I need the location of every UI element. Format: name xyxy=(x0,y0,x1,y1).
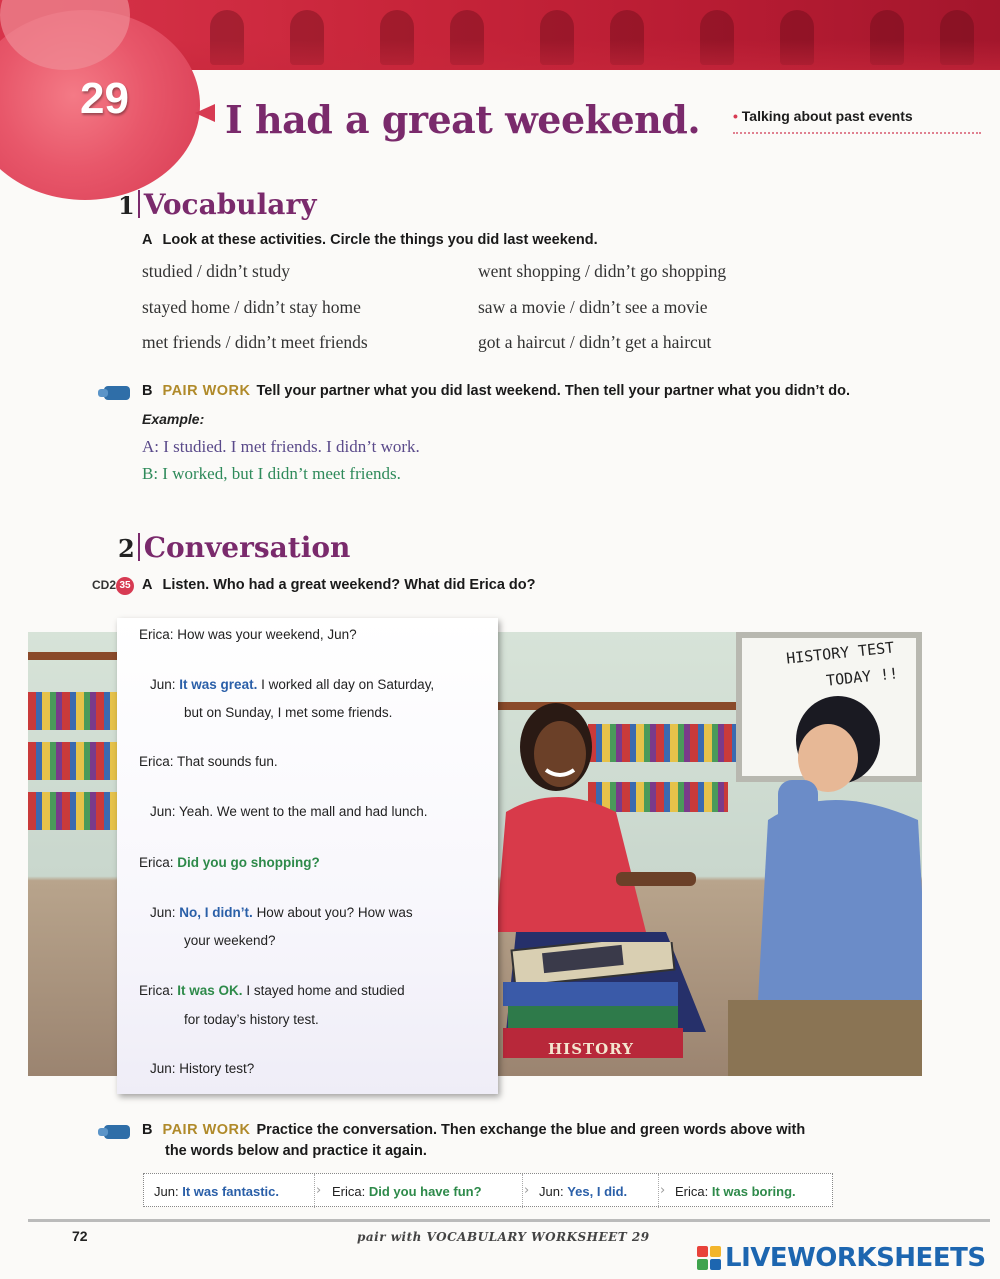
section-title: Vocabulary xyxy=(143,188,317,221)
practice-cell[interactable] xyxy=(539,1184,627,1199)
dialogue-line xyxy=(139,627,357,642)
dialogue-line xyxy=(150,677,434,692)
blue-phrase: Yes, I did. xyxy=(567,1184,628,1199)
blue-phrase: It was great. xyxy=(179,677,258,692)
speaker-label: Erica: xyxy=(139,983,174,998)
liveworksheets-logo[interactable] xyxy=(697,1243,986,1273)
vocab-item[interactable]: went shopping / didn’t go shopping xyxy=(478,261,727,281)
speaker-label: Jun: xyxy=(150,1061,176,1076)
speaker-label: Erica: xyxy=(139,627,174,642)
exercise-letter: B xyxy=(142,383,153,399)
chevron-right-icon: › xyxy=(524,1183,530,1198)
example-label: Example: xyxy=(142,411,205,427)
speaker-label: Erica: xyxy=(139,754,174,769)
shelf xyxy=(28,652,128,660)
section-number: 1 xyxy=(118,191,135,220)
person-silhouette xyxy=(290,10,324,65)
person-silhouette xyxy=(610,10,644,65)
divider xyxy=(658,1174,659,1208)
person-silhouette xyxy=(380,10,414,65)
dialogue-line xyxy=(139,983,405,998)
instruction-text: Practice the conversation. Then exchange the blue and green words above with xyxy=(256,1122,806,1138)
pair-work-label: PAIR WORK xyxy=(162,1122,251,1138)
dialogue-line xyxy=(139,754,278,769)
green-phrase: Did you go shopping? xyxy=(177,855,320,870)
logo-grid-icon xyxy=(697,1246,721,1270)
conversation-panel xyxy=(117,618,498,1094)
green-phrase: It was boring. xyxy=(711,1184,796,1199)
speaker-label: Erica: xyxy=(675,1184,709,1199)
person-silhouette xyxy=(870,10,904,65)
unit-number: 29 xyxy=(80,74,129,123)
pair-work-icon xyxy=(98,384,132,402)
jun-figure xyxy=(728,680,922,1076)
bookshelf xyxy=(28,792,123,830)
bullet-icon: • xyxy=(733,108,742,124)
practice-phrases-box xyxy=(143,1173,833,1207)
divider xyxy=(522,1174,523,1208)
bookshelf xyxy=(28,692,123,730)
vocab-item[interactable]: saw a movie / didn’t see a movie xyxy=(478,297,708,317)
instruction-text-line2: the words below and practice it again. xyxy=(165,1143,427,1159)
footer-divider xyxy=(28,1219,990,1222)
unit-title: I had a great weekend. xyxy=(225,97,701,142)
person-silhouette xyxy=(700,10,734,65)
exercise-letter: A xyxy=(142,232,153,248)
dialogue-text: Yeah. We went to the mall and had lunch. xyxy=(179,804,428,819)
example-line-b: B: I worked, but I didn’t meet friends. xyxy=(142,464,401,483)
dialogue-line xyxy=(150,804,427,819)
dialogue-text: How was your weekend, Jun? xyxy=(177,627,357,642)
pair-work-icon xyxy=(98,1123,132,1141)
heading-bar xyxy=(138,190,140,218)
vocab-item[interactable]: got a haircut / didn’t get a haircut xyxy=(478,332,712,352)
conversation-instruction-b xyxy=(142,1122,805,1138)
title-pointer xyxy=(195,104,215,122)
dialogue-text: How about you? How was xyxy=(256,905,413,920)
instruction-text: Listen. Who had a great weekend? What did Erica do? xyxy=(162,577,536,593)
dialogue-line: your weekend? xyxy=(184,933,276,948)
person-silhouette xyxy=(540,10,574,65)
vocab-instruction-b xyxy=(142,383,850,399)
dialogue-text: I stayed home and studied xyxy=(246,983,405,998)
person-silhouette xyxy=(940,10,974,65)
speaker-label: Jun: xyxy=(150,905,176,920)
vocab-instruction-a xyxy=(142,232,598,248)
worksheet-note: pair with VOCABULARY WORKSHEET 29 xyxy=(357,1230,650,1244)
vocab-item[interactable]: met friends / didn’t meet friends xyxy=(142,332,368,352)
dialogue-line: for today’s history test. xyxy=(184,1012,319,1027)
practice-cell[interactable] xyxy=(154,1184,279,1199)
book-spine-label: HISTORY xyxy=(548,1040,634,1058)
topic-text: Talking about past events xyxy=(741,108,913,124)
blue-phrase: It was fantastic. xyxy=(182,1184,280,1199)
green-phrase: Did you have fun? xyxy=(368,1184,482,1199)
dialogue-text: History test? xyxy=(179,1061,255,1076)
dialogue-line xyxy=(150,1061,254,1076)
green-phrase: It was OK. xyxy=(177,983,243,998)
practice-cell[interactable] xyxy=(675,1184,796,1199)
heading-bar xyxy=(138,533,140,561)
cd-label: CD2 xyxy=(92,578,117,592)
dialogue-text: I worked all day on Saturday, xyxy=(261,677,435,692)
vocab-item[interactable]: stayed home / didn’t stay home xyxy=(142,297,361,317)
section-number: 2 xyxy=(118,534,135,563)
speaker-label: Jun: xyxy=(154,1184,179,1199)
speaker-label: Jun: xyxy=(150,677,176,692)
pair-work-label: PAIR WORK xyxy=(162,383,251,399)
section-vocabulary-heading xyxy=(118,188,316,221)
chevron-right-icon: › xyxy=(316,1183,322,1198)
exercise-letter: B xyxy=(142,1122,153,1138)
example-line-a: A: I studied. I met friends. I didn’t work. xyxy=(142,437,420,456)
dialogue-text: That sounds fun. xyxy=(177,754,278,769)
conversation-instruction-a xyxy=(142,577,536,593)
vocab-item[interactable]: studied / didn’t study xyxy=(142,261,290,281)
audio-track-badge[interactable]: 35 xyxy=(116,577,134,595)
blue-phrase: No, I didn’t. xyxy=(179,905,253,920)
speaker-label: Jun: xyxy=(150,804,176,819)
divider xyxy=(314,1174,315,1208)
dialogue-line: but on Sunday, I met some friends. xyxy=(184,705,393,720)
instruction-text: Tell your partner what you did last weekend. Then tell your partner what you didn’t do. xyxy=(256,383,850,399)
speaker-label: Jun: xyxy=(539,1184,564,1199)
board-text: HISTORY TEST xyxy=(785,638,896,668)
section-title: Conversation xyxy=(143,531,351,564)
practice-cell[interactable] xyxy=(332,1184,482,1199)
bookshelf xyxy=(28,742,123,780)
person-silhouette xyxy=(450,10,484,65)
chevron-right-icon: › xyxy=(660,1183,666,1198)
page-number: 72 xyxy=(72,1228,88,1244)
speaker-label: Erica: xyxy=(332,1184,366,1199)
section-conversation-heading xyxy=(118,531,350,564)
exercise-letter: A xyxy=(142,577,153,593)
topic-divider xyxy=(733,132,981,134)
instruction-text: Look at these activities. Circle the things you did last weekend. xyxy=(162,232,598,248)
dialogue-line xyxy=(150,905,413,920)
speaker-label: Erica: xyxy=(139,855,174,870)
person-silhouette xyxy=(210,10,244,65)
person-silhouette xyxy=(780,10,814,65)
logo-text: LIVEWORKSHEETS xyxy=(725,1243,986,1273)
topic-label xyxy=(733,108,913,124)
board-text: TODAY !! xyxy=(825,664,899,690)
dialogue-line xyxy=(139,855,320,870)
